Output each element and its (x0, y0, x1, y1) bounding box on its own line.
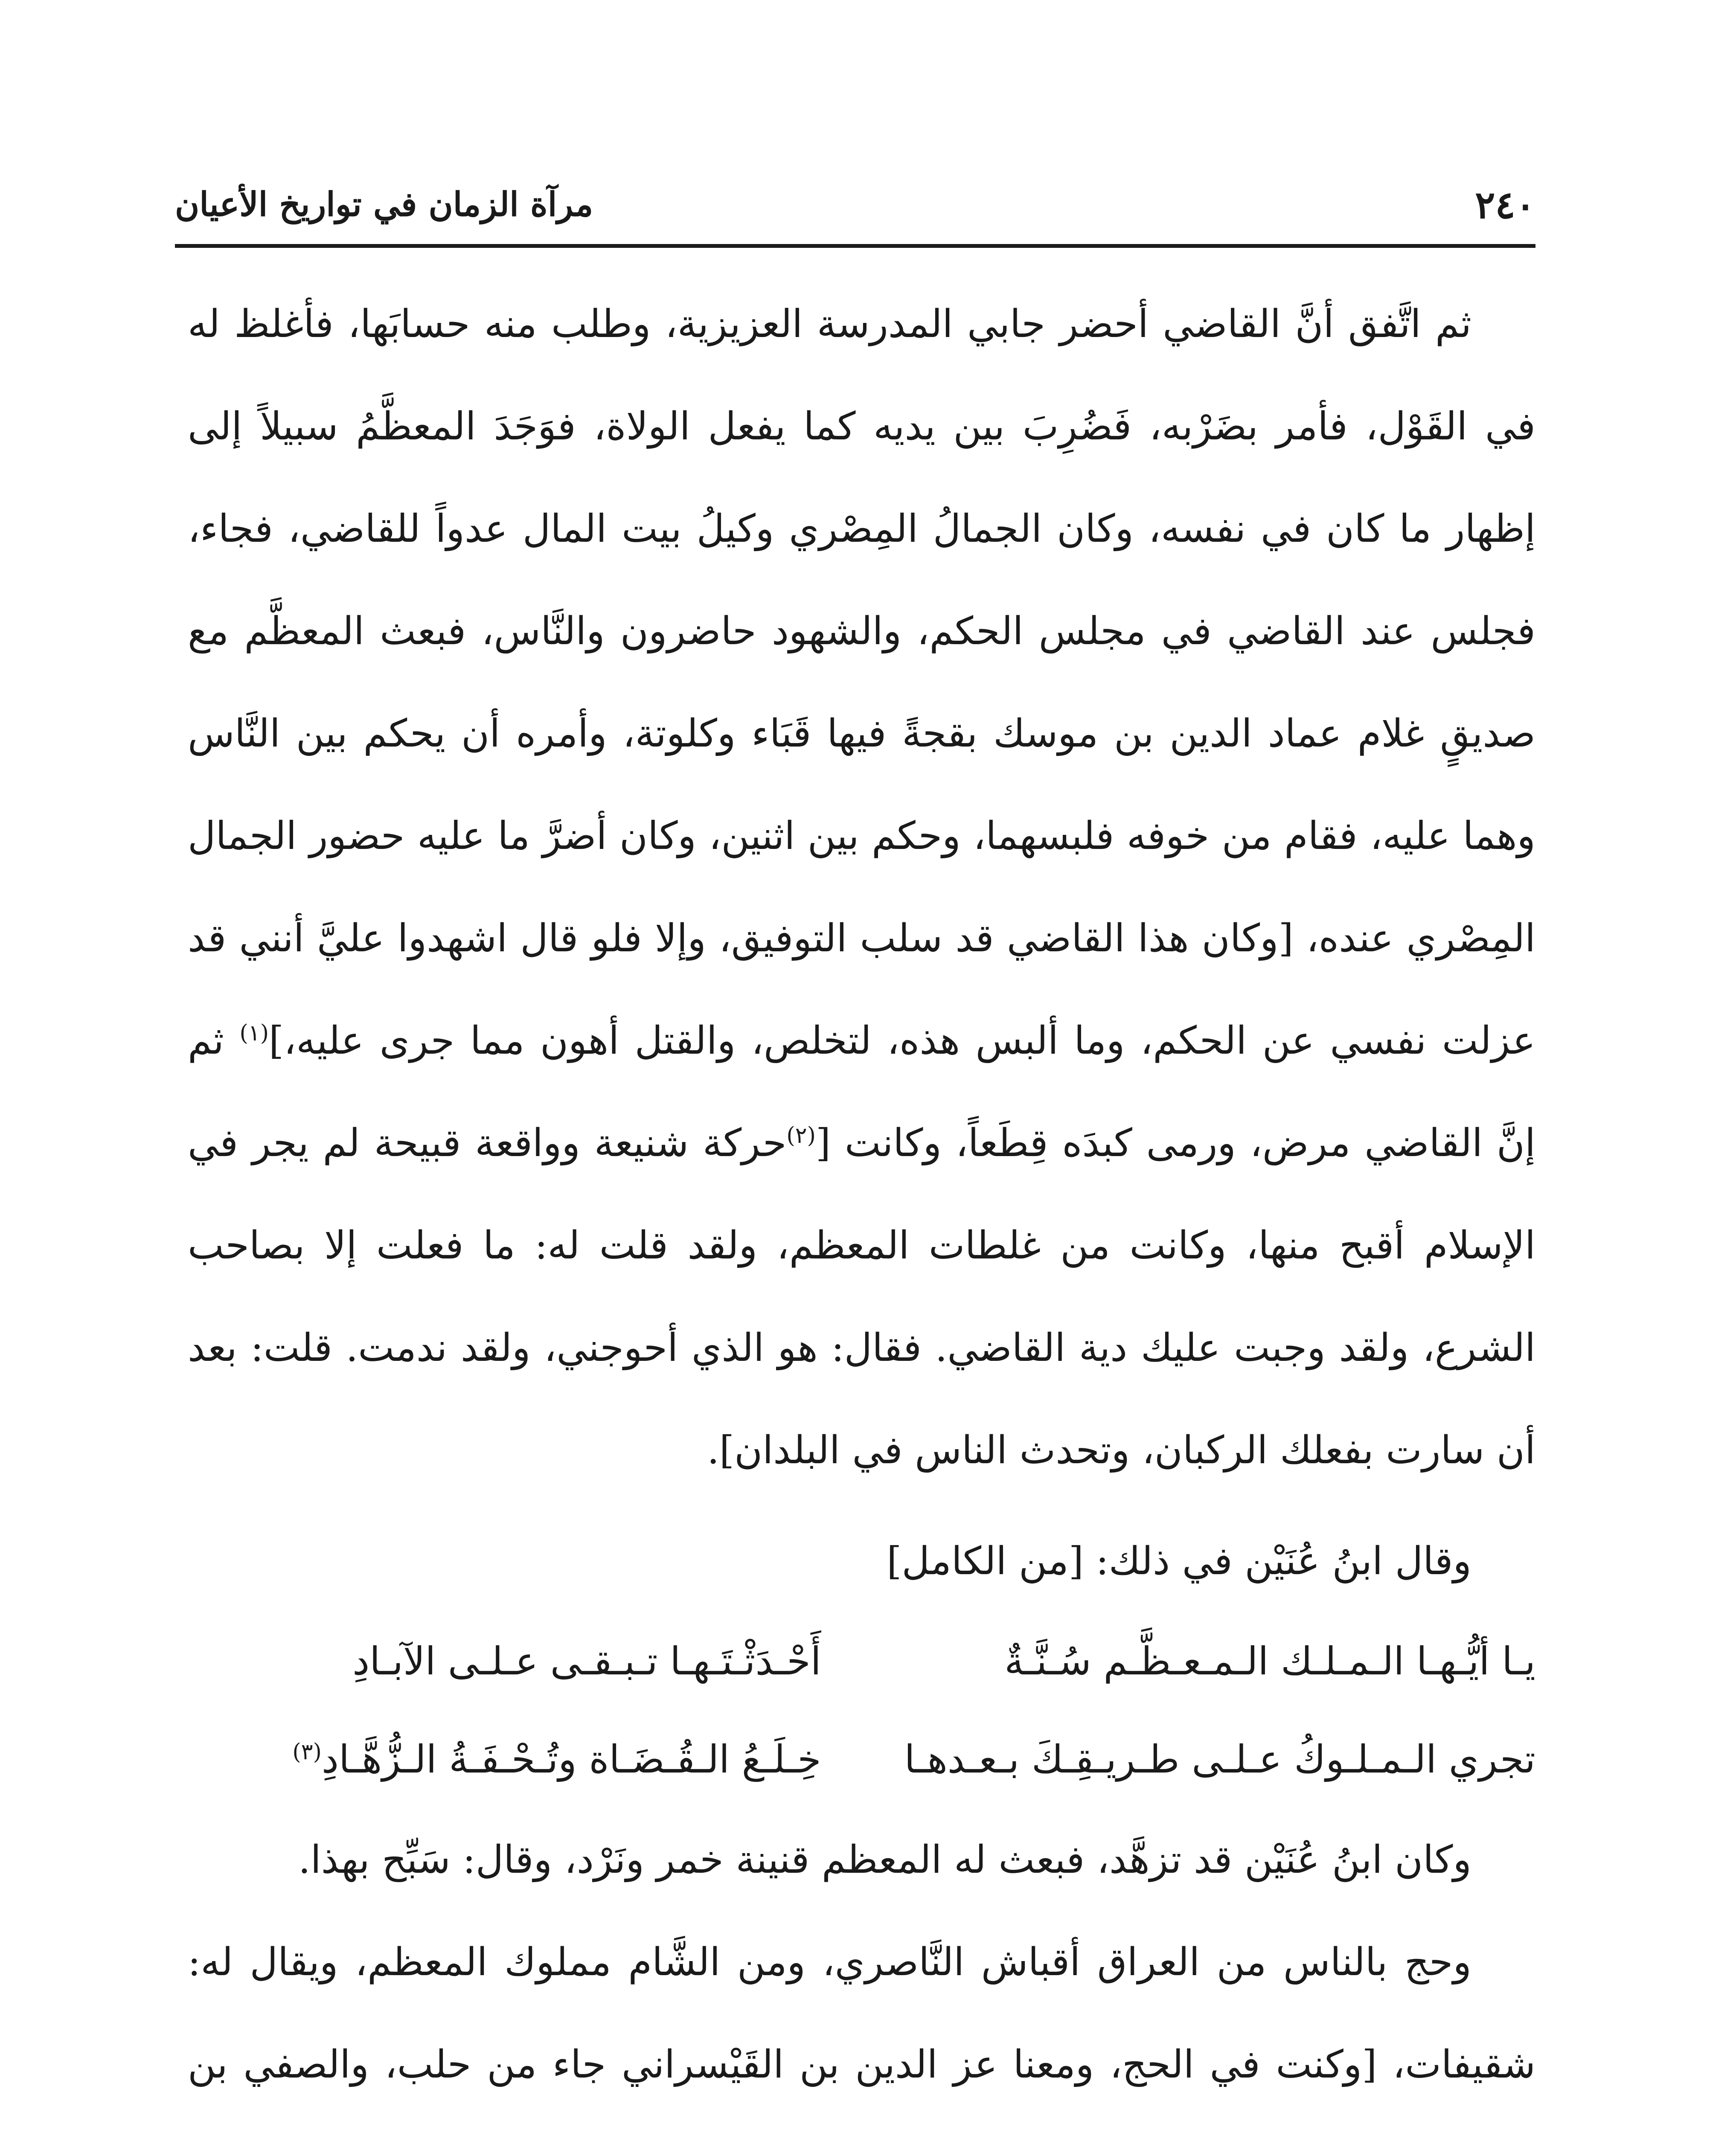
footnote-ref-1: (١) (239, 1020, 269, 1046)
paragraph-2: وكان ابنُ عُنَيْن قد تزهَّد، فبعث له المعظم قنينة خمر ونَرْد، وقال: سَبِّح بهذا. (298, 1837, 1471, 1882)
verse-hemistich-first: تجري الـمـلـوكُ عـلـى طـريـقِـكَ بـعـدهـا (904, 1737, 1535, 1782)
paragraph-1-mid: ثم إنَّ القاضي مرض، ورمى كبدَه قِطَعاً، وكانت [ (188, 1018, 1535, 1165)
paragraph-1-end: حركة شنيعة وواقعة قبيحة لم يجر في الإسلام أقبح منها، وكانت من غلطات المعظم، ولقد قلت له: ما فعلت إلا بصاحب الشرع، ولقد وجبت عليك دية القاضي. فقال: هو الذي أحوجني، ولقد ندمت. قلت: بعد أن سارت بفعلك الركبان، وتحدث الناس في البلدان]. (188, 1121, 1535, 1473)
verse-intro: وقال ابنُ عُنَيْن في ذلك: [من الكامل] (887, 1539, 1471, 1584)
paragraph-3-text: وحج بالناس من العراق أقباش النَّاصري، ومن الشَّام مملوك المعظم، ويقال له: شقيفات، [وكنت في الحج، ومعنا عز الدين بن القَيْسراني جاء من حلب، والصفي بن (188, 1940, 1535, 2087)
poem (188, 1613, 1535, 1809)
verse-hemistich-second (188, 1711, 821, 1809)
main-text (188, 273, 1535, 2133)
header-rule (175, 244, 1535, 248)
paragraph-1-text: ثم اتَّفق أنَّ القاضي أحضر جابي المدرسة العزيزية، وطلب منه حسابَها، فأغلظ له في القَوْل، فأمر بضَرْبه، فَضُرِبَ بين يديه كما يفعل الولاة، فوَجَدَ المعظَّمُ سبيلاً إلى إظهار ما كان في نفسه، وكان الجمالُ المِصْري وكيلُ بيت المال عدواً للقاضي، فجاء، فجلس عند القاضي في مجلس الحكم، والشهود حاضرون والنَّاس، فبعث المعظَّم مع صديقٍ غلام عماد الدين بن موسك بقجةً فيها قَبَاء وكلوتة، وأمره أن يحكم بين النَّاس وهما عليه، فقام من خوفه فلبسهما، وحكم بين اثنين، وكان أضرَّ ما عليه حضور الجمال المِصْري عنده، [وكان هذا القاضي قد سلب التوفيق، وإلا فلو قال اشهدوا عليَّ أنني قد عزلت نفسي عن الحكم، وما ألبس هذه، لتخلص، والقتل أهون مما جرى عليه،] (188, 302, 1535, 1063)
verse-line (188, 1613, 1535, 1711)
running-header (175, 179, 1535, 235)
paragraph-1 (188, 273, 1535, 1502)
verse-hemistich-first: يـا أيُّـهـا الـمـلـك الـمـعـظَّـم سُـنَّـةٌ (1004, 1639, 1535, 1684)
verse-hemistich-second: أَحْـدَثْـتَـهـا تـبـقـى عـلـى الآبـادِ (352, 1639, 821, 1684)
verse-hemistich-second-text: خِـلَـعُ الـقُـضَـاة وتُـحْـفَـةُ الـزُّهَّـادِ (321, 1737, 821, 1782)
running-title: مرآة الزمان في تواريخ الأعيان (175, 185, 593, 224)
page-number: ٢٤٠ (1475, 183, 1535, 227)
footnote-ref-2: (٢) (786, 1123, 816, 1148)
paragraph-3 (188, 1911, 1535, 2133)
verse-line (188, 1711, 1535, 1809)
footnote-ref-3: (٣) (292, 1739, 322, 1765)
